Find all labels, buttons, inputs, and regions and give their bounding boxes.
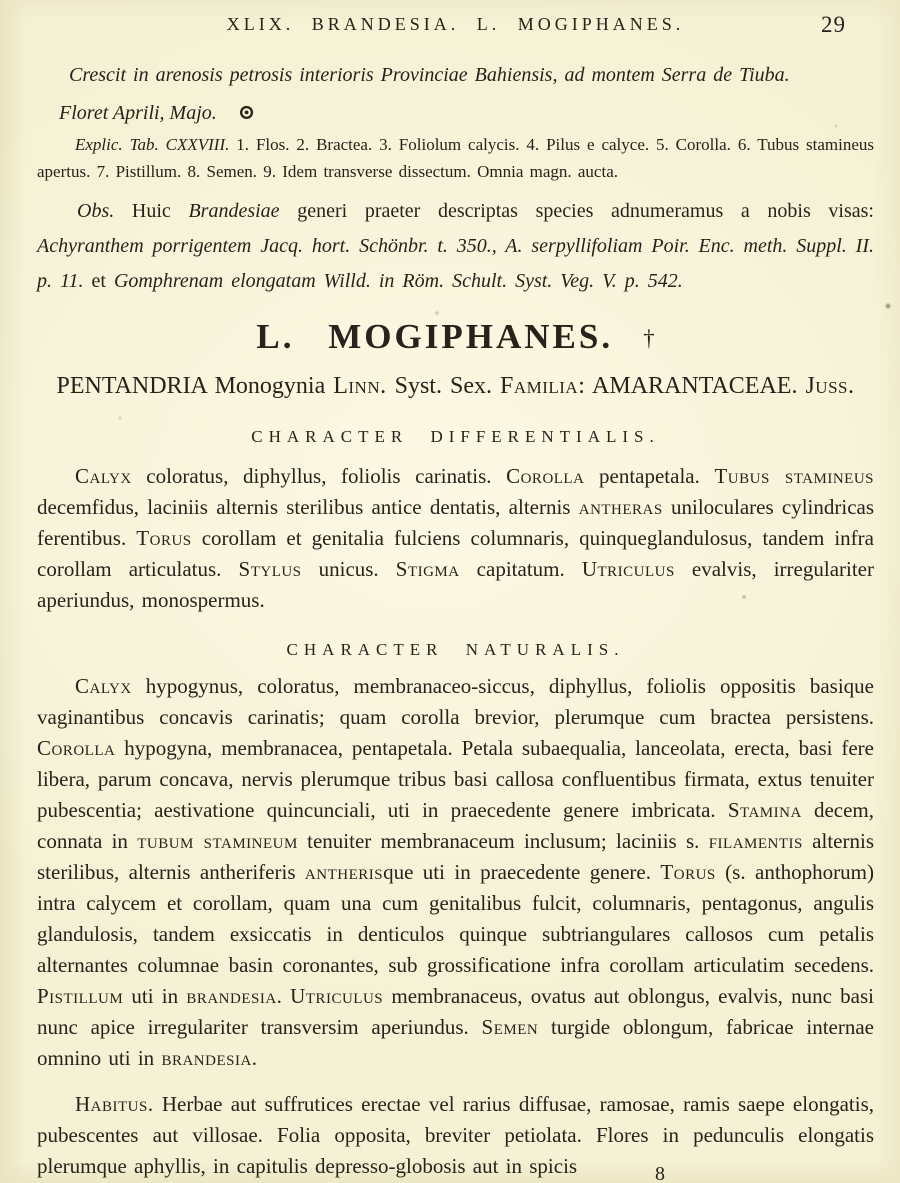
section-heading-character-naturalis: CHARACTER NATURALIS. (286, 640, 625, 659)
text-segment: . (276, 984, 291, 1008)
text-segment: Corolla (506, 464, 585, 488)
text-segment: Stylus (238, 557, 302, 581)
text-segment: Stamina (727, 798, 802, 822)
text-segment: (s. anthophorum) intra calycem et corollam, quam una cum genitalibus fulcit, columnaris, pentagonus, angulis glandulosis, tandem exsiccatis in denticulos quinque subtriangulares callosos cum petalis alternantes columnae basin coronantes, sub grossificatione infra corollam articulatim secedens. (37, 860, 874, 977)
text-segment: pentapetala. (584, 464, 715, 488)
text-segment: antheris (304, 860, 384, 884)
text-segment: PENTANDRIA Monogynia (56, 373, 334, 399)
text-segment: Stigma (395, 557, 460, 581)
text-segment: brandesia (186, 984, 277, 1008)
text-segment: Linn. (333, 373, 387, 399)
text-segment: coloratus, diphyllus, foliolis carinatis. (131, 464, 507, 488)
text-segment: unicus. (301, 557, 396, 581)
text-segment: Habitus. (75, 1092, 154, 1116)
annual-plant-symbol: ⊙ (237, 100, 256, 124)
text-segment: tenuiter membranaceum inclusum; laciniis s. (297, 829, 709, 853)
text-segment: Tubus stamineus (714, 464, 875, 488)
habitat-line: Crescit in arenosis petrosis interioris Provinciae Bahiensis, ad montem Serra de Tiuba. (69, 64, 790, 86)
text-segment: turgide oblongum, fabricae internae omnino uti in (37, 1015, 874, 1070)
text-segment: Obs. (77, 200, 115, 222)
text-segment: Calyx (75, 464, 132, 488)
plate-explanation (37, 131, 874, 185)
text-segment: Juss. (805, 373, 855, 399)
habitus-paragraph (37, 1089, 874, 1182)
text-segment: Utriculus (290, 984, 384, 1008)
text-segment: filamentis (708, 829, 803, 853)
text-segment: Explic. Tab. CXXVIII. (75, 135, 230, 154)
text-segment: Achyranthem porrigentem Jacq. hort. Schönbr. t. 350., A. serpyllifoliam Poir. Enc. meth. Suppl. II. p. 11. (37, 235, 874, 292)
text-segment: que uti in praecedente genere. (383, 860, 661, 884)
text-segment: antheras (578, 495, 663, 519)
page-header (37, 12, 874, 42)
genus-name: L. MOGIPHANES. (256, 317, 614, 356)
text-segment: alternis sterilibus, alternis antheriferis (37, 829, 874, 884)
text-segment: hypogyna, membranacea, pentapetala. Petala subaequalia, lanceolata, erecta, basi fere libera, parum concava, nervis plerumque tribus basi callosa confluentibus firmata, extus tenuiter pubescentia; aestivatione quincunciali, uti in praecedente genere imbricata. (37, 736, 874, 822)
running-head: XLIX. BRANDESIA. L. MOGIPHANES. (226, 14, 685, 34)
text-segment: Herbae aut suffrutices erectae vel rarius diffusae, ramosae, ramis saepe elongatis, pubescentes aut villosae. Folia opposita, breviter petiolata. Flores in pedunculis elongatis plerumque aphyllis, in capitulis depresso-globosis aut in spicis (37, 1092, 874, 1178)
text-segment: membranaceus, ovatus aut oblongus, evalvis, nunc basi nunc apice irregulariter transversim aperiundus. (37, 984, 874, 1039)
text-segment: evalvis, irregulariter aperiundus, monospermus. (37, 557, 874, 612)
text-segment: uti in (123, 984, 187, 1008)
genus-heading (37, 314, 874, 362)
text-segment: hypogynus, coloratus, membranaceo-siccus, diphyllus, foliolis oppositis basique vaginantibus concavis carinatis; quam corolla brevior, plerumque cum bractea persistens. (37, 674, 874, 729)
text-segment: Brandesiae (188, 200, 280, 222)
text-segment: Familia: (499, 373, 586, 399)
text-segment: decemfidus, laciniis alternis sterilibus antice dentatis, alternis (37, 495, 579, 519)
classification-line (37, 369, 874, 403)
text-segment: decem, connata in (37, 798, 874, 853)
character-naturalis-paragraph (37, 671, 874, 1074)
character-differentialis-paragraph (37, 461, 874, 616)
text-segment: generi praeter descriptas species adnumeramus a nobis visas: (279, 200, 874, 222)
signature-mark: 8 (655, 1163, 665, 1183)
text-segment: AMARANTACEAE. (585, 373, 806, 399)
text-segment: uniloculares cylindricas ferentibus. (37, 495, 875, 550)
observation-paragraph (37, 194, 874, 299)
text-segment: Torus (136, 526, 192, 550)
text-segment: . (251, 1046, 258, 1070)
text-segment: capitatum. (459, 557, 582, 581)
text-segment: brandesia (161, 1046, 252, 1070)
text-segment: corollam et genitalia fulciens columnaris, quinqueglandulosus, tandem infra corollam articulatus. (37, 526, 874, 581)
text-segment: Syst. Sex. (386, 373, 500, 399)
text-segment: Gomphrenam elongatam Willd. in Röm. Schult. Syst. Veg. V. p. 542. (113, 270, 683, 292)
text-segment: Utriculus (581, 557, 675, 581)
text-segment: Semen (481, 1015, 539, 1039)
text-segment: Calyx (75, 674, 132, 698)
text-segment: Huic (114, 200, 189, 222)
section-heading-character-differentialis: CHARACTER DIFFERENTIALIS. (251, 427, 660, 446)
flowering-line (37, 98, 874, 127)
page-number: 29 (821, 12, 846, 37)
text-segment: et (83, 270, 114, 292)
text-segment: 1. Flos. 2. Bractea. 3. Foliolum calycis. 4. Pilus e calyce. 5. Corolla. 6. Tubus stamineus apertus. 7. Pistillum. 8. Semen. 9. Idem transverse dissectum. Omnia magn. aucta. (37, 135, 874, 181)
flowering-text: Floret Aprili, Majo. (59, 102, 217, 124)
dagger-symbol: † (643, 326, 655, 351)
text-segment: tubum stamineum (137, 829, 298, 853)
text-segment: Torus (660, 860, 716, 884)
text-segment: Corolla (37, 736, 116, 760)
text-segment: Pistillum (37, 984, 124, 1008)
